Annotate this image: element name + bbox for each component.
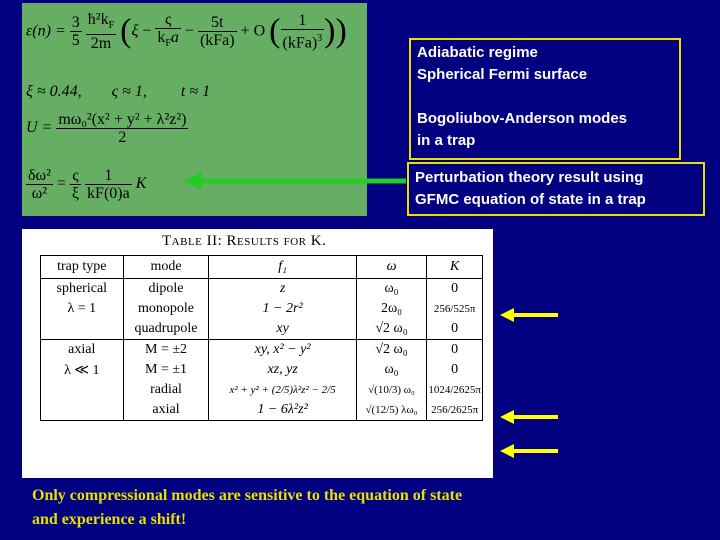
cell-mode: monopole — [123, 299, 209, 319]
header-f1: f₁ — [209, 256, 356, 279]
cell-omega: √2 ω₀ — [356, 340, 427, 361]
cell-trap — [41, 380, 124, 400]
adiabatic-box — [409, 38, 681, 160]
cell-mode: M = ±1 — [123, 360, 209, 380]
cell-mode: dipole — [123, 279, 209, 300]
table-row — [41, 299, 483, 319]
cell-omega: √(10/3) ω₀ — [356, 380, 427, 400]
cell-k: 0 — [427, 319, 483, 340]
perturbation-line-2: GFMC equation of state in a trap — [415, 191, 646, 208]
cell-k: 1024/2625π — [427, 380, 483, 400]
parameter-values: ξ ≈ 0.44, ς ≈ 1, t ≈ 1 — [26, 83, 211, 100]
header-mode: mode — [123, 256, 209, 279]
yellow-arrow-icon — [500, 409, 560, 425]
cell-mode: quadrupole — [123, 319, 209, 340]
cell-f1: xy, x² − y² — [209, 340, 356, 361]
table-row — [41, 340, 483, 361]
perturbation-line-1: Perturbation theory result using — [415, 169, 644, 186]
cell-trap: λ ≪ 1 — [41, 360, 124, 380]
bottom-note-line-2: and experience a shift! — [32, 511, 187, 528]
green-arrow-icon — [184, 172, 408, 190]
cell-trap: axial — [41, 340, 124, 361]
cell-k: 0 — [427, 340, 483, 361]
cell-trap: spherical — [41, 279, 124, 300]
cell-trap: λ = 1 — [41, 299, 124, 319]
cell-mode: axial — [123, 400, 209, 421]
bottom-note-line-1: Only compressional modes are sensitive to the equation of state — [32, 487, 463, 504]
cell-k: 0 — [427, 279, 483, 300]
adiabatic-line-1: Adiabatic regime — [417, 44, 538, 61]
table-row — [41, 400, 483, 421]
header-k: K — [427, 256, 483, 279]
cell-k: 0 — [427, 360, 483, 380]
cell-trap — [41, 319, 124, 340]
yellow-arrow-icon — [500, 443, 560, 459]
cell-omega: ω₀ — [356, 279, 427, 300]
bottom-note — [32, 484, 462, 532]
bogoliubov-line-1: Bogoliubov-Anderson modes — [417, 110, 627, 127]
table-header-row — [41, 256, 483, 279]
cell-f1: x² + y² + (2/5)λ²z² − 2/5 — [209, 380, 356, 400]
table-row — [41, 380, 483, 400]
cell-k: 256/2625π — [427, 400, 483, 421]
cell-f1: 1 − 2r² — [209, 299, 356, 319]
yellow-arrow-icon — [500, 307, 560, 323]
cell-omega: √(12/5) λω₀ — [356, 400, 427, 421]
adiabatic-line-2: Spherical Fermi surface — [417, 66, 588, 83]
cell-trap — [41, 400, 124, 421]
cell-omega: 2ω₀ — [356, 299, 427, 319]
header-omega: ω — [356, 256, 427, 279]
header-trap-type: trap type — [41, 256, 124, 279]
results-table — [40, 255, 483, 421]
cell-mode: M = ±2 — [123, 340, 209, 361]
cell-f1: xz, yz — [209, 360, 356, 380]
perturbation-text — [415, 167, 646, 211]
cell-mode: radial — [123, 380, 209, 400]
results-table-image — [22, 229, 493, 478]
cell-f1: 1 − 6λ²z² — [209, 400, 356, 421]
cell-omega: ω₀ — [356, 360, 427, 380]
table-row — [41, 319, 483, 340]
trap-potential-formula: U = $\frac{\text{mω₀²(x² + y² + λ²z²)}}{2}$ — [26, 111, 187, 146]
cell-omega: √2 ω₀ — [356, 319, 427, 340]
table-row — [41, 360, 483, 380]
perturbation-box — [407, 162, 705, 216]
cell-k: 256/525π — [427, 299, 483, 319]
energy-formula: ε(n) = $\frac{3}{5}$ $\frac{ħ^2k_F}{2m}$ (ξ − $\frac{\varsigma}{k_Fa}$ − $\frac{5t}{\text{(kFa)}}$ + O ( $\frac{1}{(kFa)^3}$ )) — [26, 11, 347, 53]
cell-f1: z — [209, 279, 356, 300]
table-caption: Table II: Results for K. — [162, 233, 327, 249]
frequency-shift-formula: $\frac{\text{δω²}}{\text{ω²}}$ = $\frac{\varsigma}{\xi}$ $\frac{1}{kF(0)a}$ K — [28, 167, 147, 202]
table-row — [41, 279, 483, 300]
bogoliubov-line-2: in a trap — [417, 132, 476, 149]
cell-f1: xy — [209, 319, 356, 340]
